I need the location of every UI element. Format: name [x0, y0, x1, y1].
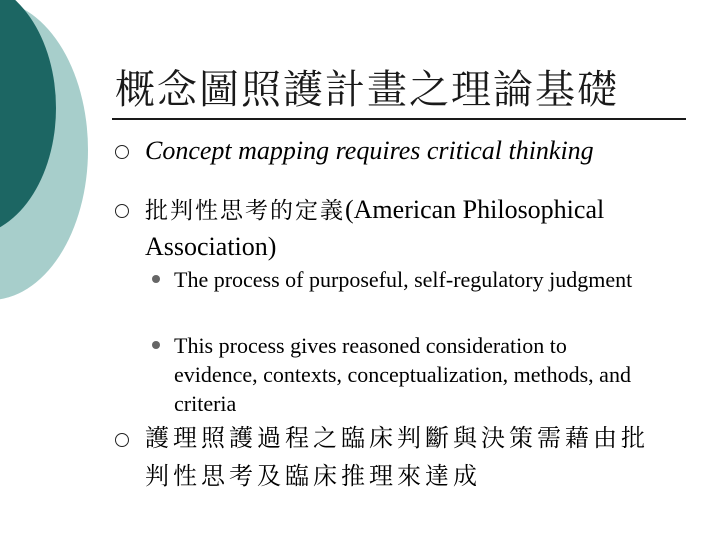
decorative-teal-arc [0, 0, 110, 300]
slide-title: 概念圖照護計畫之理論基礎 [115, 67, 619, 113]
sub-bullet-1-text: The process of purposeful, self-regulatory judgment [174, 267, 633, 292]
title-divider [112, 118, 686, 120]
bullet-marker [115, 433, 129, 447]
bullet-2-en-text: (American Philosophical Association) [145, 195, 605, 261]
bullet-2-text [145, 192, 685, 265]
sub-bullet-marker [152, 341, 160, 349]
bullet-marker [115, 145, 129, 159]
sub-bullet-2-text: This process gives reasoned consideration to evidence, contexts, conceptualization, methods, and criteria [174, 333, 631, 416]
bullet-marker [115, 204, 129, 218]
bullet-3-text: 護理照護過程之臨床判斷與決策需藉由批判性思考及臨床推理來達成 [145, 424, 649, 490]
bullet-1-text: Concept mapping requires critical thinking [145, 136, 594, 165]
bullet-2-cjk-text: 批判性思考的定義 [145, 198, 345, 224]
sub-bullet-marker [152, 275, 160, 283]
